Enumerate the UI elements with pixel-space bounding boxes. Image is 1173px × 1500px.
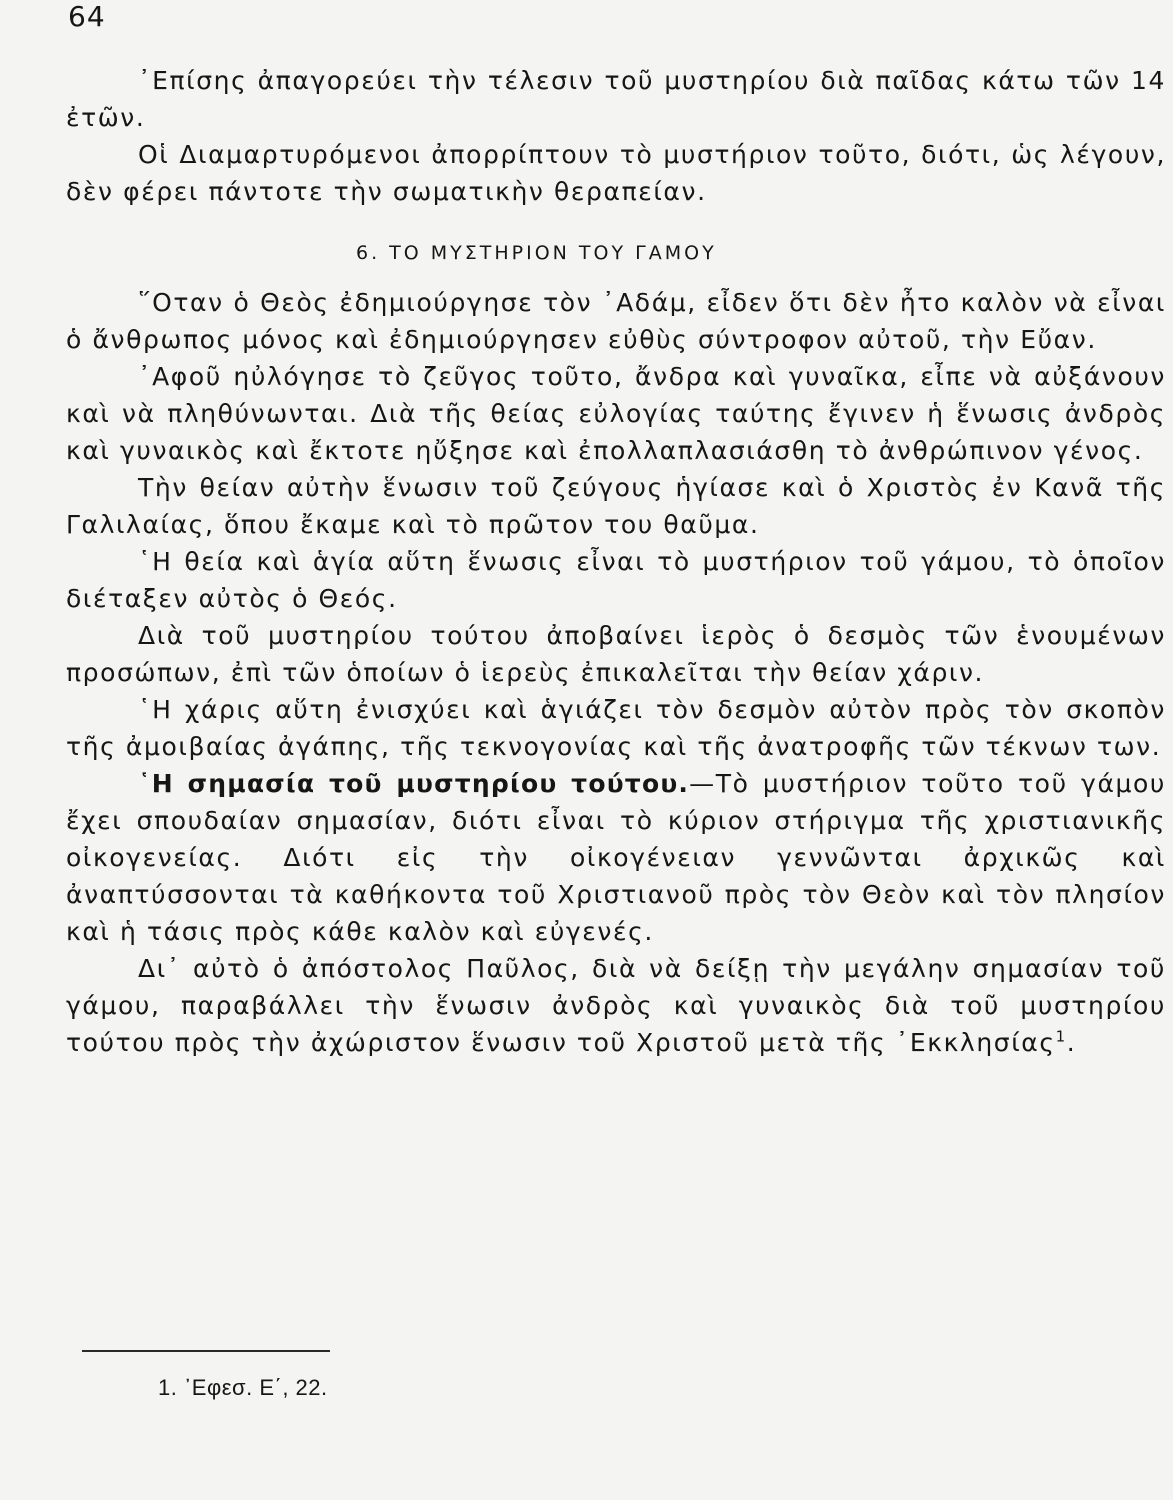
significance-paragraph [66, 765, 1166, 950]
footnote-divider [82, 1350, 330, 1352]
footnote-marker: 1 [1055, 1027, 1067, 1046]
paragraph: ᾿Αφοῦ ηὐλόγησε τὸ ζεῦγος τοῦτο, ἄνδρα καὶ γυναῖκα, εἶπε νὰ αὐξάνουν καὶ νὰ πληθύνωνται. Διὰ τῆς θείας εὐλογίας ταύτης ἔγινεν ἡ ἕνωσις ἀνδρὸς καὶ γυναικὸς καὶ ἔκτοτε ηὔξησε καὶ ἐπολλαπλασιάσθη τὸ ἀνθρώπινον γένος. [66, 362, 1166, 465]
paragraph: ῾Η θεία καὶ ἁγία αὕτη ἕνωσις εἶναι τὸ μυστήριον τοῦ γάμου, τὸ ὁποῖον διέταξεν αὐτὸς ὁ Θεός. [66, 547, 1166, 613]
paragraph: ῞Οταν ὁ Θεὸς ἐδημιούργησε τὸν ᾿Αδάμ, εἶδεν ὅτι δὲν ἦτο καλὸν νὰ εἶναι ὁ ἄνθρωπος μόνος καὶ ἐδημιούργησεν εὐθὺς σύντροφον αὐτοῦ, τὴν Εὔαν. [66, 288, 1166, 354]
page-number: 64 [68, 0, 106, 33]
last-paragraph-end: . [1066, 1028, 1077, 1057]
em-dash: — [689, 769, 716, 798]
intro-text-block [66, 62, 1166, 210]
last-paragraph [66, 950, 1166, 1061]
last-paragraph-text: Δι᾿ αὐτὸ ὁ ἀπόστολος Παῦλος, διὰ νὰ δείξῃ τὴν μεγάλην σημασίαν τοῦ γάμου, παραβάλλει τὴν ἕνωσιν ἀνδρὸς καὶ γυναικὸς διὰ τοῦ μυστηρίου τούτου πρὸς τὴν ἀχώριστον ἕνωσιν τοῦ Χριστοῦ μετὰ τῆς ᾿Εκκλησίας [66, 954, 1166, 1057]
significance-lead: ῾Η σημασία τοῦ μυστηρίου τούτου. [138, 769, 690, 798]
main-text-block [66, 284, 1166, 1061]
section-heading: 6. ΤΟ ΜΥΣΤΗΡΙΟΝ ΤΟΥ ΓΑΜΟΥ [356, 242, 717, 264]
paragraph: ᾿Επίσης ἀπαγορεύει τὴν τέλεσιν τοῦ μυστηρίου διὰ παῖδας κάτω τῶν 14 ἐτῶν. [66, 66, 1166, 132]
paragraph: Τὴν θείαν αὐτὴν ἕνωσιν τοῦ ζεύγους ἡγίασε καὶ ὁ Χριστὸς ἐν Κανᾶ τῆς Γαλιλαίας, ὅπου ἔκαμε καὶ τὸ πρῶτον του θαῦμα. [66, 473, 1166, 539]
paragraph: ῾Η χάρις αὕτη ἐνισχύει καὶ ἁγιάζει τὸν δεσμὸν αὐτὸν πρὸς τὸν σκοπὸν τῆς ἀμοιβαίας ἀγάπης, τῆς τεκνογονίας καὶ τῆς ἀνατροφῆς τῶν τέκνων των. [66, 695, 1166, 761]
paragraph: Διὰ τοῦ μυστηρίου τούτου ἀποβαίνει ἱερὸς ὁ δεσμὸς τῶν ἑνουμένων προσώπων, ἐπὶ τῶν ὁποίων ὁ ἱερεὺς ἐπικαλεῖται τὴν θείαν χάριν. [66, 621, 1166, 687]
footnote: 1. ᾿Εφεσ. Ε΄, 22. [158, 1375, 328, 1400]
paragraph: Οἱ Διαμαρτυρόμενοι ἀπορρίπτουν τὸ μυστήριον τοῦτο, διότι, ὡς λέγουν, δὲν φέρει πάντοτε τὴν σωματικὴν θεραπείαν. [66, 140, 1166, 206]
significance-body: Τὸ μυστήριον τοῦτο τοῦ γάμου ἔχει σπουδαίαν σημασίαν, διότι εἶναι τὸ κύριον στήριγμα τῆς χριστιανικῆς οἰκογενείας. Διότι εἰς τὴν οἰκογένειαν γεννῶνται ἀρχικῶς καὶ ἀναπτύσσονται τὰ καθήκοντα τοῦ Χριστιανοῦ πρὸς τὸν Θεὸν καὶ τὸν πλησίον καὶ ἡ τάσις πρὸς κάθε καλὸν καὶ εὐγενές. [66, 769, 1166, 946]
